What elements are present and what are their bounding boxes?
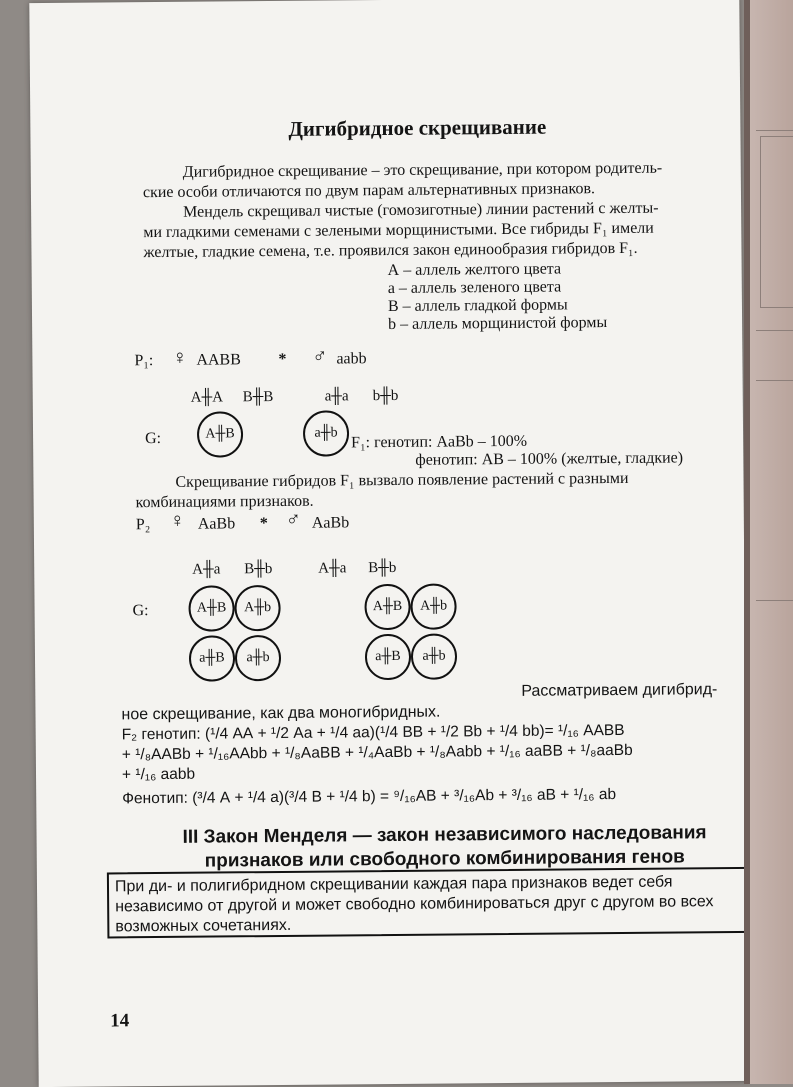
allele-b-smooth: В – аллель гладкой формы bbox=[387, 296, 568, 315]
adjacent-page-edge bbox=[744, 0, 793, 1084]
page-number: 14 bbox=[110, 1010, 130, 1032]
book-page bbox=[29, 0, 748, 1087]
intro-line-3: Мендель скрещивал чистые (гомозиготные) линии растений с желты- bbox=[183, 199, 659, 221]
chromosome-pair: В╫b bbox=[244, 561, 273, 578]
male-icon: ♂ bbox=[312, 345, 328, 368]
allele-b-wrinkled: b – аллель морщинистой формы bbox=[388, 314, 608, 333]
p2-female-genotype: AaBb bbox=[197, 515, 236, 533]
gamete-genotype: А╫b bbox=[243, 600, 272, 616]
f1-genotype: F₁: генотип: AaBb – 100% bbox=[351, 432, 528, 452]
gamete-circle bbox=[235, 635, 281, 681]
gamete-genotype: а╫В bbox=[199, 650, 225, 666]
gamete-genotype: А╫В bbox=[196, 600, 227, 616]
gamete-circle bbox=[411, 633, 457, 679]
f2-genotype-formula-cont: + ¹/₈ААВb + ¹/₁₆ААbb + ¹/₈АаВВ + ¹/₄АаВb + ¹/₈Ааbb + ¹/₁₆ ааВВ + ¹/₈ааВb bbox=[121, 741, 633, 764]
gamete-circle bbox=[188, 585, 234, 631]
p2-male-genotype: AaBb bbox=[311, 514, 350, 532]
chromosome-pair: А╫А bbox=[190, 389, 224, 406]
law-statement-box bbox=[107, 867, 754, 939]
middle-text-line-1: Скрещивание гибридов F₁ вызвало появление растений с разными bbox=[175, 469, 629, 491]
gamete-genotype: а╫b bbox=[314, 425, 338, 441]
p1-female-genotype: ААВВ bbox=[196, 351, 241, 369]
law-heading: III Закон Менделя — закон независимого наследования признаков или свободного комбинирования генов bbox=[182, 822, 707, 872]
analysis-line-2: ное скрещивание, как два моногибридных. bbox=[121, 703, 441, 724]
female-icon: ♀ bbox=[172, 346, 188, 369]
intro-line-1: Дигибридное скрещивание – это скрещивание, при котором родитель- bbox=[182, 159, 663, 181]
phenotype-formula: Фенотип: (³/4 А + ¹/4 а)(³/4 В + ¹/4 b) = ⁹/₁₆АВ + ³/₁₆Аb + ³/₁₆ аВ + ¹/₁₆ аb bbox=[122, 786, 617, 808]
cross-sign: * bbox=[278, 350, 287, 368]
f1-phenotype: фенотип: АВ – 100% (желтые, гладкие) bbox=[415, 449, 684, 469]
gamete-circle bbox=[234, 585, 280, 631]
divider bbox=[756, 330, 793, 331]
law-statement: При ди- и полигибридном скрещивании каждая пара признаков ведет себя независимо от другой и может свободно комбинироваться друг с другом во всех возможных сочетаниях. bbox=[114, 873, 714, 936]
p1-label: P₁: bbox=[134, 352, 154, 370]
intro-line-5: желтые, гладкие семена, т.е. проявился закон единообразия гибридов F₁. bbox=[143, 239, 638, 262]
page-title: Дигибридное скрещивание bbox=[288, 114, 547, 141]
gamete-genotype: А╫В bbox=[372, 598, 403, 615]
gamete-genotype: А╫В bbox=[205, 426, 235, 442]
chromosome-pair: b╫b bbox=[372, 387, 399, 405]
allele-a-green: а – аллель зеленого цвета bbox=[387, 278, 562, 298]
gamete-circle bbox=[303, 410, 349, 456]
gamete-genotype: а╫В bbox=[375, 648, 401, 665]
g1-label: G: bbox=[145, 429, 162, 448]
analysis-line-1: Рассматриваем дигибрид- bbox=[521, 681, 718, 700]
page-gutter bbox=[744, 0, 750, 1084]
gamete-circle bbox=[189, 635, 235, 681]
f2-genotype-formula-end: + ¹/₁₆ ааbb bbox=[121, 765, 196, 784]
chromosome-pair: В╫b bbox=[368, 559, 397, 577]
gamete-circle bbox=[197, 411, 243, 457]
intro-line-2: ские особи отличаются по двум парам альтернативных признаков. bbox=[142, 180, 596, 202]
chromosome-pair: А╫а bbox=[192, 561, 221, 578]
intro-line-4: ми гладкими семенами с зелеными морщинистыми. Все гибриды F₁ имели bbox=[143, 219, 654, 242]
gamete-circle bbox=[365, 634, 411, 680]
gamete-genotype: а╫b bbox=[246, 650, 270, 666]
middle-text-line-2: комбинациями признаков. bbox=[135, 492, 314, 512]
adjacent-table-outline bbox=[760, 136, 793, 308]
divider bbox=[756, 130, 793, 131]
p1-male-genotype: aabb bbox=[336, 350, 367, 368]
divider bbox=[756, 380, 793, 381]
chromosome-pair: А╫а bbox=[318, 560, 347, 577]
gamete-circle bbox=[410, 583, 456, 629]
p2-label: P₂ bbox=[135, 516, 151, 534]
gamete-genotype: А╫b bbox=[419, 598, 448, 614]
female-icon: ♀ bbox=[169, 509, 185, 532]
gamete-genotype: а╫b bbox=[422, 648, 446, 664]
cross-sign: * bbox=[259, 515, 268, 533]
allele-a-yellow: А – аллель желтого цвета bbox=[387, 260, 562, 280]
g2-label: G: bbox=[132, 602, 149, 620]
gamete-circle bbox=[364, 584, 410, 630]
chromosome-pair: а╫а bbox=[324, 388, 349, 405]
f2-genotype-formula: F₂ генотип: (¹/4 АА + ¹/2 Аа + ¹/4 аа)(¹/4 ВВ + ¹/2 Bb + ¹/4 bb)= ¹/₁₆ ААВВ bbox=[121, 721, 625, 744]
chromosome-pair: В╫В bbox=[242, 389, 274, 406]
male-icon: ♂ bbox=[285, 508, 301, 531]
divider bbox=[756, 600, 793, 601]
